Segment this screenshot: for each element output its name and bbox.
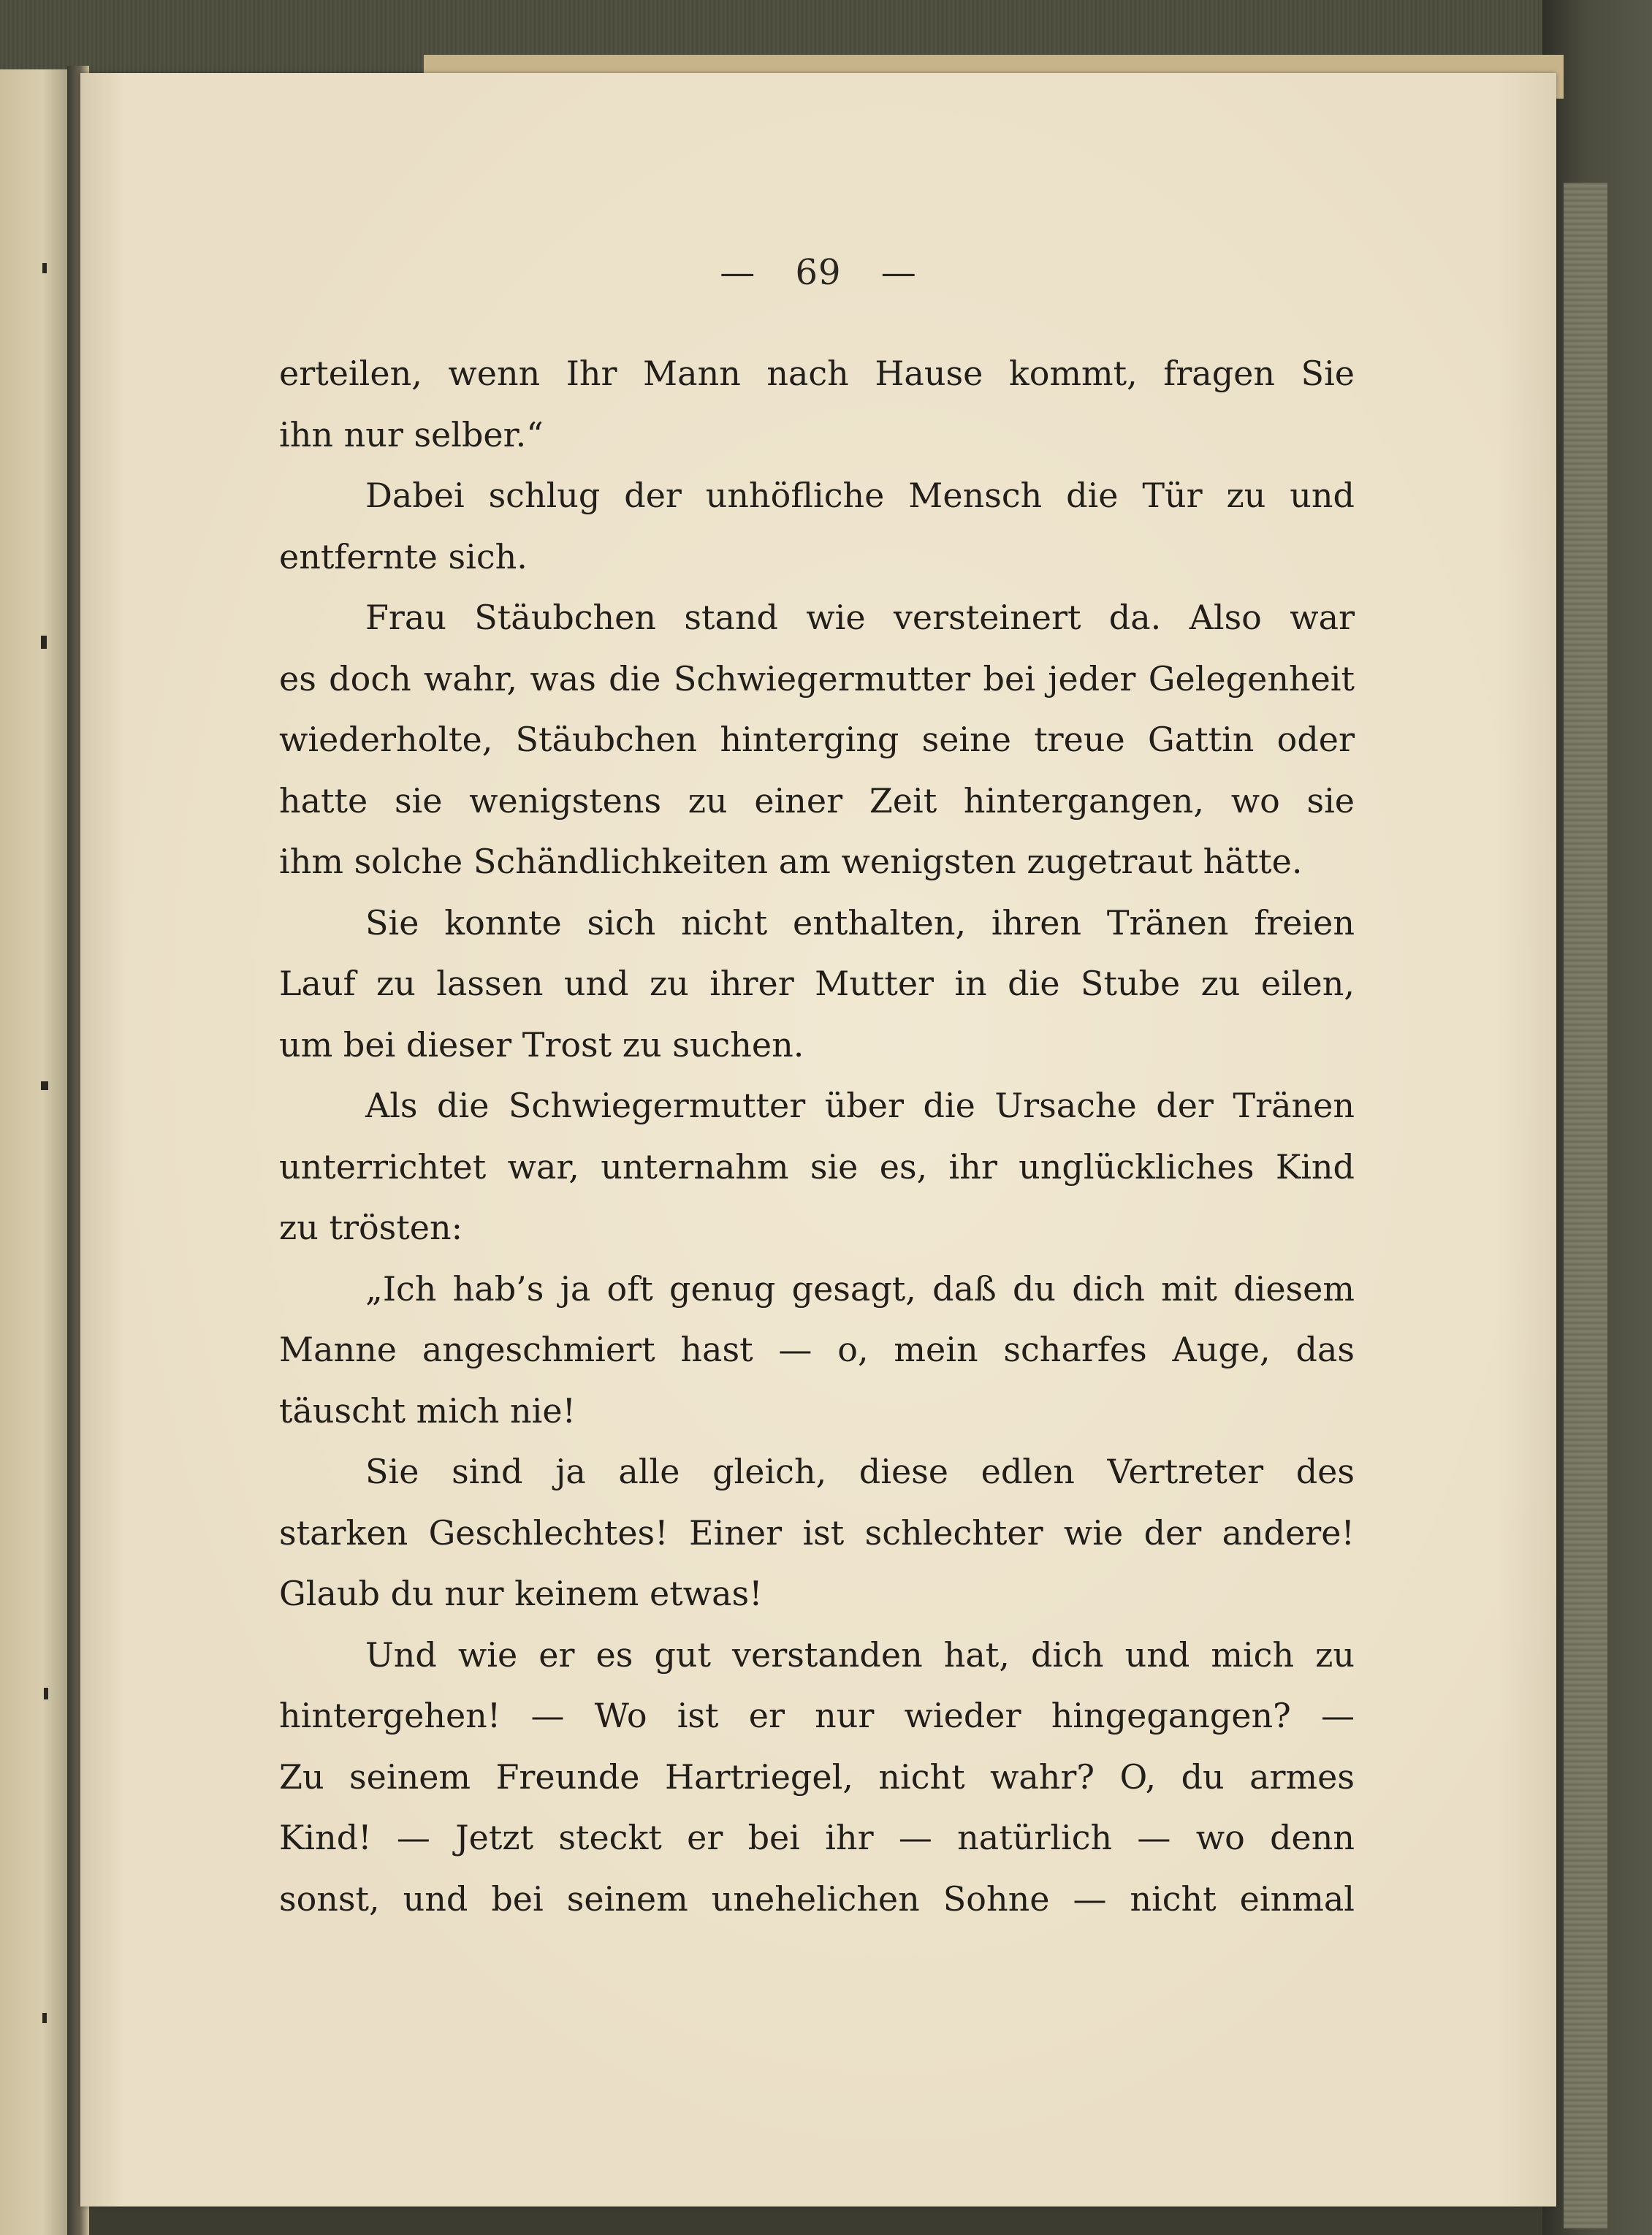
page-number-dash-left: —: [720, 252, 756, 293]
margin-mark: [41, 636, 47, 649]
text-line: hatte sie wenigstens zu einer Zeit hintergangen, wo sie: [279, 780, 1355, 820]
book-page: [80, 73, 1556, 2207]
text-line: Sie sind ja alle gleich, diese edlen Vertreter des: [365, 1452, 1355, 1491]
margin-mark: [42, 2013, 47, 2023]
text-line: Als die Schwiegermutter über die Ursache der Tränen: [365, 1086, 1355, 1125]
body-text: [279, 343, 1355, 1930]
text-line: erteilen, wenn Ihr Mann nach Hause kommt, fragen Sie: [279, 354, 1355, 393]
book-cover-spine-strip: [1564, 183, 1607, 2228]
text-line: starken Geschlechtes! Einer ist schlechter wie der andere!: [279, 1512, 1355, 1553]
margin-mark: [41, 1081, 48, 1090]
page-number: 69: [795, 252, 842, 293]
text-line: ihm solche Schändlichkeiten am wenigsten zugetraut hätte.: [279, 842, 1303, 881]
text-line: Dabei schlug der unhöfliche Mensch die Tür zu und: [365, 476, 1355, 515]
text-line: sonst, und bei seinem unehelichen Sohne — nicht einmal: [279, 1878, 1355, 1919]
text-line: Und wie er es gut verstanden hat, dich und mich zu: [365, 1634, 1355, 1675]
page-number-header: [80, 252, 1556, 293]
text-line: hintergehen! — Wo ist er nur wieder hingegangen? —: [279, 1696, 1355, 1735]
text-line: wiederholte, Stäubchen hinterging seine treue Gattin oder: [279, 720, 1355, 759]
margin-mark: [44, 1688, 48, 1699]
text-line: um bei dieser Trost zu suchen.: [279, 1024, 804, 1065]
text-line: ihn nur selber.“: [279, 414, 544, 454]
text-line: Sie konnte sich nicht enthalten, ihren Tränen freien: [365, 902, 1355, 943]
text-line: entfernte sich.: [279, 536, 528, 576]
facing-page-edge: [0, 69, 77, 2235]
page-number-dash-right: —: [880, 252, 917, 293]
text-line: „Ich hab’s ja oft genug gesagt, daß du dich mit diesem: [365, 1268, 1355, 1309]
text-line: Frau Stäubchen stand wie versteinert da. Also war: [365, 598, 1355, 637]
text-line: Lauf zu lassen und zu ihrer Mutter in die Stube zu eilen,: [279, 964, 1355, 1003]
text-line: Glaub du nur keinem etwas!: [279, 1574, 763, 1613]
text-line: täuscht mich nie!: [279, 1390, 576, 1431]
text-line: Kind! — Jetzt steckt er bei ihr — natürlich — wo denn: [279, 1818, 1355, 1857]
text-line: zu trösten:: [279, 1208, 463, 1247]
text-line: Zu seinem Freunde Hartriegel, nicht wahr? O, du armes: [279, 1756, 1355, 1797]
text-line: Manne angeschmiert hast — o, mein scharfes Auge, das: [279, 1330, 1355, 1369]
text-line: unterrichtet war, unternahm sie es, ihr unglückliches Kind: [279, 1146, 1355, 1187]
margin-mark: [42, 263, 47, 273]
text-line: es doch wahr, was die Schwiegermutter bei jeder Gelegenheit: [279, 658, 1355, 698]
